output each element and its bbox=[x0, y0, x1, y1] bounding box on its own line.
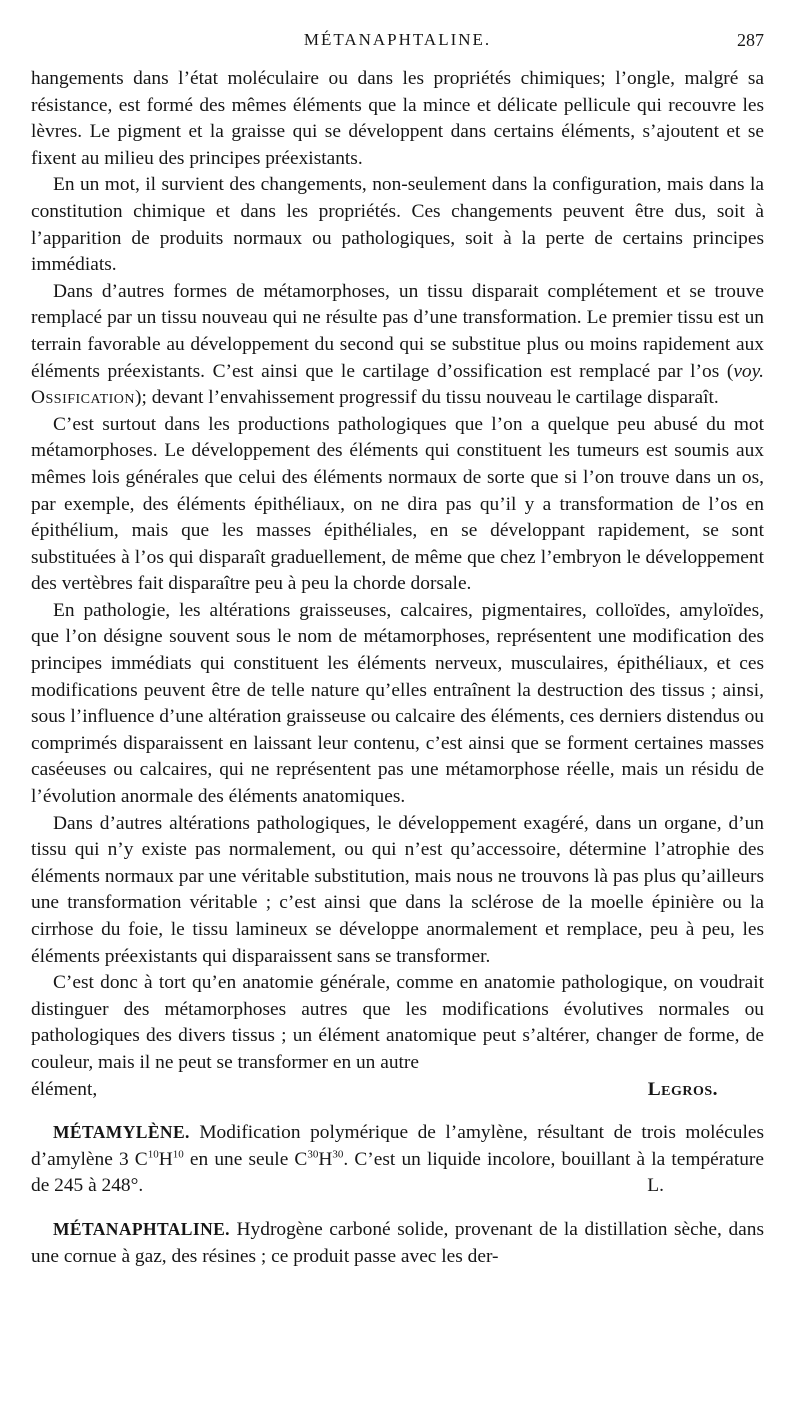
entry-text bbox=[31, 1216, 764, 1270]
author-signature: Legros. bbox=[647, 1078, 718, 1100]
paragraph: C’est donc à tort qu’en anatomie générale, comme en anatomie pathologique, on voudrait distinguer des métamorphoses autres que les modifications évolutives normales ou pathologiques des divers tissus ; un élément anatomique peut s’altérer, changer de forme, de couleur, mais il ne peut se transformer en un autre bbox=[31, 972, 764, 1073]
page-header bbox=[31, 30, 764, 58]
superscript: 10 bbox=[172, 1148, 184, 1161]
signature-line bbox=[31, 1077, 764, 1104]
page-number: 287 bbox=[737, 30, 764, 50]
paragraph-text: Dans d’autres formes de métamorphoses, un tissu disparait complétement et se trouve remplacé par un tissu nouveau qui ne résulte pas d’une transformation. Le premier tissu est un terrain favorable au développement du second qui se substitue plus ou moins rapidement aux éléments préexistants. C’est ainsi que le cartilage d’ossification est remplacé par l’os ( bbox=[31, 280, 764, 382]
paragraph: En un mot, il survient des changements, non-seulement dans la configuration, mais dans la constitution chimique et dans les propriétés. Ces changements peuvent être dus, soit à l’apparition de produits normaux ou pathologiques, soit à la perte de certains principes immédiats. bbox=[31, 174, 764, 276]
entry-text bbox=[31, 1119, 764, 1200]
body-text bbox=[31, 66, 764, 1270]
cross-reference-label: voy. bbox=[733, 360, 764, 382]
superscript: 30 bbox=[332, 1148, 344, 1161]
entry-body: H bbox=[158, 1148, 173, 1170]
paragraph bbox=[31, 279, 764, 412]
superscript: 30 bbox=[307, 1148, 319, 1161]
paragraph: Dans d’autres altérations pathologiques, le développement exagéré, dans un organe, d’un tissu qui n’y existe pas normalement, ou qui n’est qu’accessoire, détermine l’atrophie des éléments normaux par une véritable substitution, mais nous ne trouvons là pas plus qu’ailleurs une transformation véritable ; c’est ainsi que dans la sclérose de la moelle épinière ou la cirrhose du foie, le tissu lamineux se développe anormalement et remplace, peu à peu, les éléments préexistants qui disparaissent sans se transformer. bbox=[31, 812, 764, 967]
dictionary-entry-metanaphtaline bbox=[31, 1216, 764, 1270]
paragraph: hangements dans l’état moléculaire ou dans les propriétés chimiques; l’ongle, malgré sa résistance, est formé des mêmes éléments que la mince et délicate pellicule qui recouvre les lèvres. Le pigment et la graisse qui se développent dans certains éléments, s’ajoutent et se fixent au milieu des principes préexistants. bbox=[31, 68, 764, 169]
cross-reference-link: Ossification bbox=[31, 387, 136, 409]
superscript: 10 bbox=[147, 1148, 159, 1161]
entry-signature: L. bbox=[647, 1175, 664, 1197]
entry-body: en une seule C bbox=[183, 1148, 308, 1170]
paragraph-end: élément, bbox=[31, 1078, 98, 1100]
paragraph: En pathologie, les altérations graisseuses, calcaires, pigmentaires, colloïdes, amyloïdes, que l’on désigne souvent sous le nom de métamorphoses, représentent une modification des principes immédiats qui constituent les éléments nerveux, musculaires, épithéliaux, et ces modifications peuvent être de telle nature qu’elles entraînent la destruction des tissus ; ainsi, sous l’influence d’une altération graisseuse ou calcaire des éléments, ces derniers distendus ou comprimés disparaissent en laissant leur contenu, c’est ainsi que se forment certaines masses caséeuses ou calcaires, qui ne représentent pas une métamorphose réelle, mais un résidu de l’évolution anormale des éléments anatomiques. bbox=[31, 599, 764, 808]
entry-body: H bbox=[318, 1148, 333, 1170]
paragraph: C’est surtout dans les productions pathologiques que l’on a quelque peu abusé du mot métamorphoses. Le développement des éléments qui constituent les tumeurs est soumis aux mêmes lois générales que celui des éléments normaux de sorte que si l’on trouve dans un os, par exemple, des éléments épithéliaux, on ne dira pas qu’il y a transformation de l’os en épithélium, mais que les masses épithéliales, en se développant rapidement, se sont substituées à l’os qui disparaît graduellement, de même que chez l’embryon le développement des vertèbres fait disparaître peu à peu la chorde dorsale. bbox=[31, 413, 764, 595]
entry-body: Modification polymérique de l’amylène, résultant de trois molécules d’amylène 3 C bbox=[31, 1122, 764, 1170]
paragraph-text: ); devant l’envahissement progressif du tissu nouveau le cartilage disparaît. bbox=[135, 387, 719, 409]
entry-headword: MÉTANAPHTALINE. bbox=[53, 1218, 230, 1239]
dictionary-entry-metamylene bbox=[31, 1119, 764, 1200]
entry-body: . C’est un liquide incolore, bouillant à la température de 245 à 248°. bbox=[31, 1148, 764, 1197]
running-title: MÉTANAPHTALINE. bbox=[303, 30, 492, 49]
entry-headword: MÉTAMYLÈNE. bbox=[53, 1122, 190, 1143]
entry-body: Hydrogène carboné solide, provenant de la distillation sèche, dans une cornue à gaz, des résines ; ce produit passe avec les der- bbox=[31, 1218, 764, 1267]
